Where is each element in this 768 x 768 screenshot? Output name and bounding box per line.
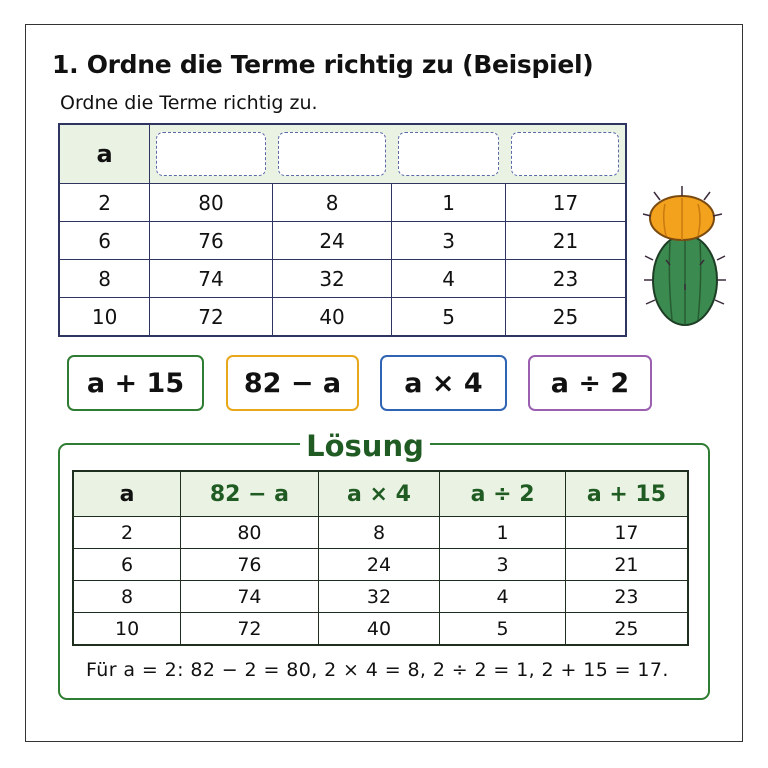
column-header: a × 4 xyxy=(318,471,440,517)
table-row xyxy=(73,549,688,581)
table-cell: 8 xyxy=(59,260,150,298)
table-cell: 5 xyxy=(392,298,506,337)
table-cell: 23 xyxy=(505,260,626,298)
column-header: a xyxy=(73,471,181,517)
table-cell: 2 xyxy=(59,184,150,222)
table-cell: 76 xyxy=(181,549,319,581)
table-cell: 32 xyxy=(272,260,392,298)
table-cell: 80 xyxy=(181,517,319,549)
table-cell: 32 xyxy=(318,581,440,613)
table-cell: 80 xyxy=(150,184,273,222)
table-cell: 21 xyxy=(505,222,626,260)
table-cell: 72 xyxy=(150,298,273,337)
solution-explanation: Für a = 2: 82 − 2 = 80, 2 × 4 = 8, 2 ÷ 2 = 1, 2 + 15 = 17. xyxy=(86,659,669,681)
table-cell: 72 xyxy=(181,613,319,646)
table-cell: 4 xyxy=(392,260,506,298)
task-table-header-row xyxy=(59,124,626,184)
column-header: a + 15 xyxy=(565,471,688,517)
table-cell: 23 xyxy=(565,581,688,613)
table-cell: 3 xyxy=(440,549,566,581)
table-row xyxy=(59,298,626,337)
exercise-title: 1. Ordne die Terme richtig zu (Beispiel) xyxy=(52,50,594,79)
table-row xyxy=(73,581,688,613)
answer-slot-1[interactable] xyxy=(150,124,273,184)
table-cell: 2 xyxy=(73,517,181,549)
term-card-a-div-2[interactable]: a ÷ 2 xyxy=(528,355,652,411)
table-cell: 17 xyxy=(505,184,626,222)
table-cell: 1 xyxy=(392,184,506,222)
term-card-a-times-4[interactable]: a × 4 xyxy=(380,355,507,411)
table-cell: 8 xyxy=(318,517,440,549)
instruction-text: Ordne die Terme richtig zu. xyxy=(60,92,318,114)
table-cell: 24 xyxy=(272,222,392,260)
table-cell: 1 xyxy=(440,517,566,549)
table-row xyxy=(59,184,626,222)
term-card-a-plus-15[interactable]: a + 15 xyxy=(67,355,204,411)
table-cell: 8 xyxy=(272,184,392,222)
column-header: 82 − a xyxy=(181,471,319,517)
table-cell: 24 xyxy=(318,549,440,581)
table-row xyxy=(73,613,688,646)
answer-slot-4[interactable] xyxy=(505,124,626,184)
table-cell: 74 xyxy=(150,260,273,298)
table-row xyxy=(59,260,626,298)
table-cell: 25 xyxy=(505,298,626,337)
table-cell: 4 xyxy=(440,581,566,613)
table-cell: 6 xyxy=(73,549,181,581)
table-cell: 17 xyxy=(565,517,688,549)
column-header: a ÷ 2 xyxy=(440,471,566,517)
table-cell: 40 xyxy=(272,298,392,337)
answer-slot-3[interactable] xyxy=(392,124,506,184)
table-cell: 10 xyxy=(73,613,181,646)
table-cell: 6 xyxy=(59,222,150,260)
table-row xyxy=(73,517,688,549)
table-cell: 74 xyxy=(181,581,319,613)
term-card-82-minus-a[interactable]: 82 − a xyxy=(226,355,359,411)
solution-title: Lösung xyxy=(300,429,430,463)
table-cell: 8 xyxy=(73,581,181,613)
table-cell: 25 xyxy=(565,613,688,646)
cactus-icon xyxy=(640,180,730,330)
table-cell: 21 xyxy=(565,549,688,581)
table-cell: 10 xyxy=(59,298,150,337)
task-table xyxy=(58,123,627,337)
solution-header-row xyxy=(73,471,688,517)
table-cell: 5 xyxy=(440,613,566,646)
table-cell: 76 xyxy=(150,222,273,260)
solution-table xyxy=(72,470,689,646)
table-cell: 40 xyxy=(318,613,440,646)
task-header-a: a xyxy=(59,124,150,184)
table-cell: 3 xyxy=(392,222,506,260)
table-row xyxy=(59,222,626,260)
answer-slot-2[interactable] xyxy=(272,124,392,184)
